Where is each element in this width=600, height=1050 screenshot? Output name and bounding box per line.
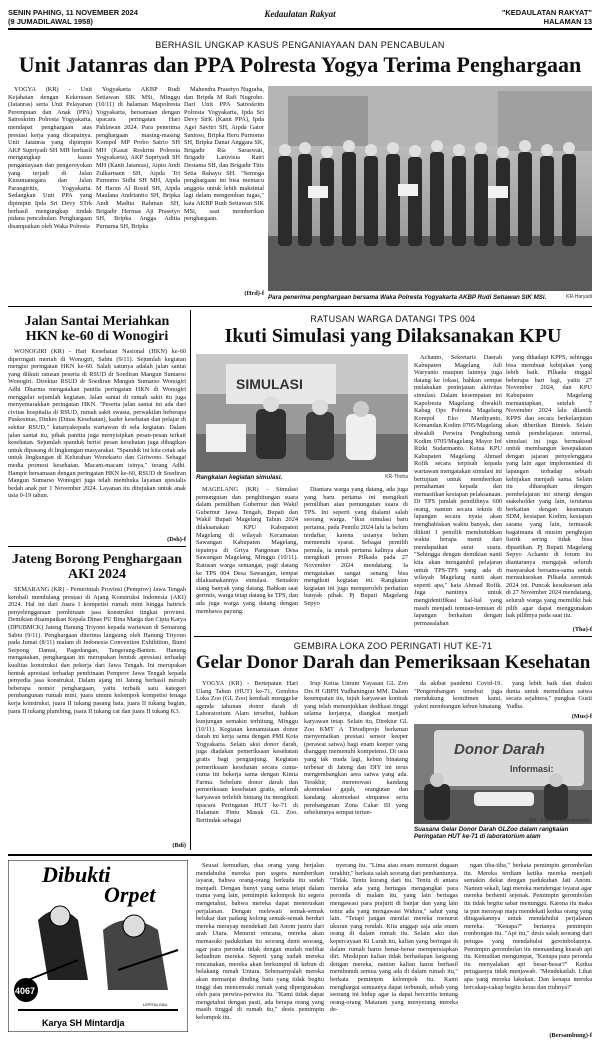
donor-photo-caption: Suasana Gelar Donor Darah GLZoo dalam rangkaian Peringatan HUT ke-71 di laboratorium alam: [414, 826, 569, 840]
header-section-block: [502, 8, 592, 26]
serial-illustration-svg: [8, 860, 188, 1032]
lead-kicker: BERHASIL UNGKAP KASUS PENGANIAYAAN DAN PENCABULAN: [155, 40, 445, 50]
kpu-photo-caption: Rangkaian kegiatan simulasi.: [196, 474, 283, 481]
lead-column-3: [184, 86, 264, 282]
donor-photo: [414, 724, 592, 824]
header-date: SENIN PAHING, 11 NOVEMBER 2024: [8, 8, 138, 17]
donor-photo-svg: [414, 724, 592, 824]
lead-bottom-rule: [8, 306, 592, 307]
serial-byline: (Bersambung)-f: [549, 1032, 592, 1039]
kpu-photo-credit: KR-Thoha: [385, 474, 408, 480]
donor-banner-sub: Informasi:: [510, 764, 554, 774]
serial-title-bottom: Orpet: [104, 882, 156, 907]
header-jawa-date: (9 JUMADILAWAL 1958): [8, 17, 93, 26]
lead-photo-caption: Para penerima penghargaan bersama Waka Polresta Yogyakarta AKBP Rudi Setiawan SIK MSi.: [268, 294, 547, 301]
serial-col2-text: nyerang itu. "Lima atau enam menurut dugaan terakhir," berkata salah seorang dari pembantunya. "Tidak. Tentu kurang dari itu. Tentu di antara mereka ada yang bertugas mengangkat para peronda di malam itu, yang lain bertugas mengawasi para prajurit di banjar dan yang lain tentu ada yang mengawasi Widura," sahut yang lain. "Tetapi jangan menilai mereka menurut ukuran yang rendah. Kita anggap saja ada enam orang di dalam rumah itu. Selain aku dan kepercayaan Ki Lurah itu, kalian yang bertugas di dalam rumah harus benar-benar mempersiapkan diri. Meskipun kalian tidak berhadapan langsung dengan mereka, namun kalian harus berhasil membunuh semua yang ada di dalam rumah itu," berkata pemimpin kelompok itu. Kami menghargai semuanya dapat terbunuh, sebab yang seorang ini hidup agar ia dapat bercerita tentang orang-orang Mataram yang menyerang mereka de-: [330, 862, 458, 1014]
side1-text: WONOGIRI (KR) - Hari Kesehatan Nasional (HKN) ke-60 diperingati meriah di Wonogiri, Sabtu (9/11). Sejumlah kegiatan mengisi peringatan HKN ke-60. Salah satunya adalah jalan santai yang diikuti ratusan peserta di RSUD dr Soediran Mangun Sumarso Wonogiri. Direktur RSUD dr Soediran Mangun Sumarso Wonogiri Adhi Dharma mengatakan panitia peringatan HKN di Wonogiri menggelar sejumlah kegiatan. Jalan santai di rumah sakit itu juga menyemarakkan peringatan HKN. "Peserta jalan santai ini ada dari civitas hospitalia di RSUD, rumah sakit swasta, perwakilan beberapa Puskesmas, Dinkes (Dinas Kesehatan), kader kesehatan dan pelajar di sekitar RSUD," katanyakepada wartawan di sela kegiatan. Dalam jalan santai itu, pihak panitia juga menyisipkan pesan-pesan terkait kesehatan. Sejumlah spanduk berisi pesan kesehatan juga dibagikan untuk dipasang di lingkungan masyarakat. "Spanduk ini kita cetak ada untuk lingkungan di Kelurahan Wonokarto dan Giriwono. Sebagai media promosi kesehatan. Macam-macam isinya," terang Adhi. Hampir bersamaan dengan peringatan HKN ke-60, RSUD dr Soediran Mangun Sumarso Wonogiri juga telah membuka layanan spesialis bedah anak per 1 November 2024. Layanan itu ditujukan untuk anak usia 0-19 tahun.: [8, 348, 186, 500]
serial-column-2: [330, 862, 458, 1042]
header-rule: [8, 28, 592, 30]
kpu-column-2: [304, 486, 408, 628]
serial-col3-text: ngan tiba-tiba," berkata pemimpin gerombolan itu. Mereka terdiam ketika mereka menjadi semakin dekat dengan padukuhan Jati Anom. Namun sekali, lagi mereka mendengar isyarat agar mereka berhenti sejenak. Pemimpin gerombolan itu tidak begitu sabar menunggu. Karena itu maka ia pun merayap maju mendekati kedua orang yang ditugaskannya untuk mendahului perjalanan mereka. "Kenapa?" bertanya pemimpin rombongan itu. "Api itu," desis salah seorang dari petugas yang mendahului gerombolannya. Pemimpin gerombolan itu memandang kearah api itu. Kemudian mengumpat, "Kenapa para peronda itu menyalakan api besar-besar?" Kedua petugasnya tidak menjawab. "Mendekatlah. Lihat apa yang mereka lakukan. Dan kenapa mereka bercakap-cakap begitu keras dan riuhnya?": [464, 862, 592, 991]
kpu-col4-text: yang dihadapi KPPS, sehingga bisa membuat kebijakan yang lebih baik. Pilkada tinggal beberapa hari lagi, yaitu 27 November 2024, dan KPU Kabupaten Magelang memantapkan, setelah 7 November 2024 lalu dilantik KPPS dan secara berkelanjutan akan diberikan Bimtek. Selain untuk pembelajaran internal, simulasi ini juga bermaksud untuk membangun kesepakatan dengan jajaran penyelenggara yang lain agar implementasi di lapangan terhadap sebuah kebijakan menjadi sama. Selain itu diharapkan dengan pembelajaran ini sinergi dengan stakeholder yang lain, terutama berkaitan dengan keamanan SDM, kesiapan Kodim, kesiapan sarana yang lain, termasuk bagaimana di musim penghujan listrik sering tidak bisa dipastikan. Pj Bupati Magelang Sepyo Achanto di forum itu diantaranya mengajak seluruh masyarakat bersama-sama untuk mensukseskan Pilkada serentak 2024 ini. Puncak kesuksesan ada di 27 November 2024 mendatang, seluruh warga yang memiliki hak pilih agar dapat menggunakan hak pilihnya pada saat itu.: [506, 354, 592, 620]
side1-byline: (Dsh)-f: [167, 536, 186, 543]
donor-column-3: [414, 680, 502, 720]
donor-byline: (Mus)-f: [571, 713, 592, 720]
serial-illustration: [8, 860, 188, 1032]
header-page-number: HALAMAN 13: [543, 17, 592, 26]
donor-col4-text: yang lebih baik dan diakui dunia untuk memelihara satwa secara sejahtera," pungkas Gusti Yudha.: [506, 680, 592, 710]
side2-body: [8, 586, 186, 840]
lead-headline: Unit Jatanras dan PPA Polresta Yogya Terima Penghargaan: [18, 52, 582, 77]
serial-signature: LEPITALGAU: [143, 1002, 168, 1007]
donor-col3-text: da akibat pandemi Covid-19. "Pengembangan tersebut juga mendukung komitmen kami, yakni membangun kebun binatang: [414, 680, 502, 710]
kpu-headline: Ikuti Simulasi yang Dilaksanakan KPU: [224, 325, 562, 347]
donor-column-4: [506, 680, 592, 714]
donor-headline: Gelar Donor Darah dan Pemeriksaan Kesehatan: [195, 652, 591, 673]
side1-body: [8, 348, 186, 534]
side1-title: Jalan Santai Meriahkan HKN ke-60 di Wonogiri: [24, 314, 170, 344]
lead-col1-text: YOGYA (KR) - Unit Kejahatan dengan Kekerasan (Jatanras) serta Unit Pelayanan Perempuan dan Anak (PPA) Satreskrim Polresta Yogyakarta, mendapat penghargaan atas prestasi kerja yang dicapainya. Unit Jatanras yang dipimpin AKP Supriyadi SH MH berhasil mengungkap kasus penganiayaan dan pengeroyokan yang terjadi di Jalan Kusumanegara dan Jalan Parangtritis, Yogyakarta. Sedangkan Unit PPA yang dipimpin Ipda Sri Devy STrk berhasil mengungkap tindak pidana pencabulan. Penghargaan disampaikan oleh Waka Polresta: [8, 86, 92, 230]
donor-photo-credit: KR - Franz Bowdenkolriello: [529, 818, 590, 824]
donor-column-1: [196, 680, 298, 844]
donor-col2-text: Irup Ketua Umum Yayasan GL Zoo Drs H GBPH Yudhaningrat MM. Dalam kesempatan itu, tujuh karyawan kontrak yang telah menunjukkan dedikasi tinggi selama kerjanya, diangkat menjadi karyawan tetap. Selain itu, Direktur GL Zoo KMT A Tirtodiprojo berkenan menyematkan prestasi sensor keeper (perawat satwa) bagi enam keeper yang dianggap memenuhi kompetensi. Di usia yang tak muda lagi, kebun binatang terbesar di Jateng dan DIY ini terus mengembangkan area satwa yang ada. Terakhir, merenovasi kandang akomodasi gajah, orangutan dan kandang akomodasi simpanse serta pembangunan Zona Cakar III yang sebelumnya sempat tertun-: [304, 680, 408, 817]
donor-col1-text: YOGYA (KR) - Bertepatan Hari Ulang Tahun (HUT) ke-71, Gembira Loka Zoo (GL Zoo) kembali menggelar agenda tahunan donor darah di Laboratorium Alam tersebut, bahkan kunjungan semakin terhitung, Minggu (10/11). Kegiatan kemanusiaan donor darah ini kerja sama dengan PMI Kota Yogyakarta. Selain aksi donor darah, juga diadakan pemeriksaan kesehatan gratis bagi pengunjung. Kegiatan pemeriksaan kesehatan secara cuma-cuma ini bekerja sama dengan Kimia Farma. Sebelum donor darah dan pemeriksaan kesehatan gratis, seluruh karyawan terlebih bintang itu mengikuti upacara Peringatan HUT ke-71 di Halaman Pintu Masuk GL Zoo. Bertindak sebagai: [196, 680, 298, 824]
kpu-column-3: [414, 354, 502, 634]
donor-kicker: GEMBIRA LOKA ZOO PERINGATI HUT KE-71: [293, 641, 493, 651]
kpu-col2-text: Diantara warga yang datang, ada juga yang baru pertama ini mengikuti pemilihan atau pemungutan suara di TPS. Ini seperti yang dialami salah seorang warga. "Ikut simulasi baru pertama, pada Pemilu 2024 lalu ia belum terdaftar, karena usianya belum memenuhi syarat. Sebagai pemilih pemula, ia untuk pertama kalinya akan mengikuti proses Pilkada pada 27 November 2024 mendatang. Ia mengatakan sangat senang bisa mengikuti kegiatan ini. Rangkaian kegiatan ini juga memperoleh perhatian banyak pihak. Pj Bupati Magelang Sepyo: [304, 486, 408, 607]
serial-credit: Karya SH Mintardja: [42, 1018, 125, 1028]
lead-col3-text: Mahendra Prasetyo Nugraha, dan Bripda M Rafi Nugroho. Dari Unit PPA Satreskrim Polresta Yogyakarta, Ipda Sri Devy StrK (Kanit PPA), Ipda Agei Savitri SH, Aipda Gator Santoso, Bripka Heru Purnomo SH, Bripka Danar Anggara SK, Brigadir Ria Saraswati, Brigadir Lanivisia Ratri Destama SH, dan Brigadir Titis Setia Rahayu SH. "Semoga penghargaan ini bisa memacu anggota untuk lebih maksimal lagi dalam mengemban tugas," kata AKBP Rudi Setiawan SIK MSi, saat memberikan penghargaan.: [184, 86, 264, 223]
kpu-column-4: [506, 354, 592, 626]
kpu-byline: (Tha)-f: [572, 626, 592, 633]
serial-col1-text: Seusai kemudian, dua orang yang berjalan mendahului mereka pun segera memberikan isyarat, bahwa orang-orang berkuda itu sudah menjadi. Dengan bunyi yang sama tetapi dalam irama yang lain, pemimpin kelompok itu segera mengetahui, bahwa mereka dapat meneruskan perjalanan. Dengan melewati semak-semak belukar dan padang kolong semak-semak berduri mereka merayap mendekati Jati Anom justru dari arah Utara. Menurut rencana, mereka akan memasuki padukuhan itu seorang demi seorang, agar para peronda tidak dengan mudah melihat kehadiran mereka. Seperti yang sudah mereka rencanakan, mereka akan berkumpul di kebun di belakang rumah Untara. Sebenarnyalah mereka akan memanjat dinding batu yang tidak begitu tinggi dan mencemaki rumah yang dipergunakan oleh para perwira-perwira itu. "Kami tidak dapat mengetahui dengan pasti, ada berapa orang yang masih tinggal di rumah itu," desis pemimpin kelompok itu.: [196, 862, 324, 1021]
simulation-banner-text: SIMULASI: [236, 376, 303, 392]
lead-photo-ceremony: [268, 86, 592, 291]
lead-photo-credit: KR-Haryadi: [566, 294, 592, 300]
header-section: "KEDAULATAN RAKYAT": [501, 8, 592, 17]
kpu-kicker: RATUSAN WARGA DATANGI TPS 004: [310, 314, 476, 324]
side-column-divider: [190, 310, 191, 850]
serial-title-top: Dibukti: [42, 862, 111, 887]
kpu-bottom-rule: [194, 636, 592, 637]
serial-column-3: [464, 862, 592, 1030]
kpu-photo-simulation: [196, 354, 408, 472]
donor-banner-text: Donor Darah: [454, 741, 545, 758]
side2-byline: (Bdi): [172, 842, 186, 849]
kpu-col1-text: MAGELANG (KR) - Simulasi pemungutan dan penghitungan suara dalam pemilihan Gubernur dan Wakil Gubernur Jawa Tengah, Bupati dan Wakil Bupati Magelang Tahun 2024 dilaksanakan KPU Kabupaten Magelang di wilayah Kecamatan Sawangan Kabupaten Magelang, tepatnya di Griya Pangonan Desa Sawangan Magelang, Minggu (10/11). Ratusan warga semangat, pagi datang ke TPS 004 Desa Sawangan, tempat dilaksanakannya simulasi. Semakin siang banyak yang datang. Bahkan saat gerimis, warga tetap datang ke TPS, dan ada juga warga yang datang dengan membawa payung.: [196, 486, 298, 615]
serial-number: 4067: [15, 986, 36, 996]
header-paper-name: Kedaulatan Rakyat: [264, 9, 336, 19]
side2-text: SEMARANG (KR) - Pemerintah Provinsi (Pemprov) Jawa Tengah kembali mendulang prestasi di Ajang Konstruksi Indonesia (AKI) 2024. Hal ini dari Juara I kompetisi rumah mini hingga hattrick penyelenggaraan pembinaan jasa konstruksi tingkat provinsi. Demikian disampaikan Kepala Dinas PU Bina Marga dan Cipta Karya (DPUBMCK) Jateng Hanung Triyono kepada wartawan di Semarang Sabtu (9/11). Penghargaan diterima langsung oleh Hanung Triyono pada Jumat (8/11) malam di Indonesia Convention Exhibition, Bumi Serpong Damai, Pagedangan, Tangerang-Banten. Hanung mengatakan, penghargaan ini merupakan bentuk apresiasi terhadap kualitas konstruksi dan pekerja dari Jawa Tengah. Ini merupakan bentuk apresiasi terhadap pembinaan Pemprov Jawa Tengah kepada penyedia jasa konstruksi. Dalam ajang ini Jateng berhasil meraih beberapa nomor penghargaan, yaitu terbaik satu kategori pembangunan rumah mini, juara umum kelompok kompetisi tenaga kerja konstruksi, juara II tukang pasang bata, juara II tukang bagian, juara II tukang plumbing, juara II tukang cat dan juara II tukang K3.: [8, 586, 186, 715]
lead-column-2: [96, 86, 180, 286]
simulation-photo-svg: [196, 354, 408, 472]
side2-title: Jateng Borong Penghargaan AKI 2024: [11, 552, 183, 582]
side1-rule: [8, 546, 186, 547]
lead-col2-text: Yogyakarta AKBP Rudi Setiawan SIK MSi, Minggu (10/11) di halaman Mapolresta Yogyakarta, bersamaan dengan upacara peringatan Hari Pahlawan 2024. Para penerima penghargaan masing-masing Kompol MP Probo Satrio SH MH (Kasat Reskrim Polresta Yogyakarta), AKP Supriyadi SH MH (Kanit Jatanras), Aiptu Andi Zulkarnaen SH, Aipda Tri Purnomo Sidhi SH MH, Aipda M Harun Al Rosid SH, Aipda Maulana Andriantio SH, Bripka Andi Madita Rahman SH, Brigadir Hermas Aji Prasetyo SH, Bripka Angga Aditia Purnama SH, Bripka: [96, 86, 180, 230]
lead-byline: (Hrd)-f: [244, 290, 264, 297]
serial-top-rule: [8, 854, 592, 856]
lead-column-1: [8, 86, 92, 286]
serial-column-1: [196, 862, 324, 1042]
kpu-col3-text: Achanto, Sekretaris Daerah Kabupaten Magelang Adi Waryanto maupun lainnya juga datang ke lokasi, bahkan sempat melakukan peninjauan aktivitas simulasi. Dalam kesempatan ini Kapolresta Magelang diwakili Kabag Ops Polresta Magelang Kompol Eko Mardiyanto, Komandan Kodim 0705/Magelang diwakili Perwira Penghubung Kodim 0705/Magelang Mayor Inf Rizki Sudarmanto. Ketua KPU Kabupaten Magelang Ahmad Rofik secara terpisah kepada wartawan mengatakan simulasi ini bertujuan untuk memberikan pemahaman kepada dan memastikan kesiapan pelaksanaan. Di TPS jumlah pemilihnya 600 orang, namun secara teknis di lapangan secara nyata akan menghabiskan waktu banyak, dan diikuti 1 pemilih membutuhkan waktu berapa menit dari mendapatkan surat suara. "Sehingga dengan demikian nanti kita akan mengambil pelajaran untuk TPS-TPS yang ada di wilayah Magelang nanti akan seperti apa," kata Ahmad Rofik. Juga nantinya untuk mengidentifikasi hal-hal yang masih menjadi temuan-temuan di lapangan berkaitan dengan permasalahan: [414, 354, 502, 627]
kpu-column-1: [196, 486, 298, 628]
donor-column-2: [304, 680, 408, 844]
ceremony-photo-svg: [268, 86, 592, 291]
